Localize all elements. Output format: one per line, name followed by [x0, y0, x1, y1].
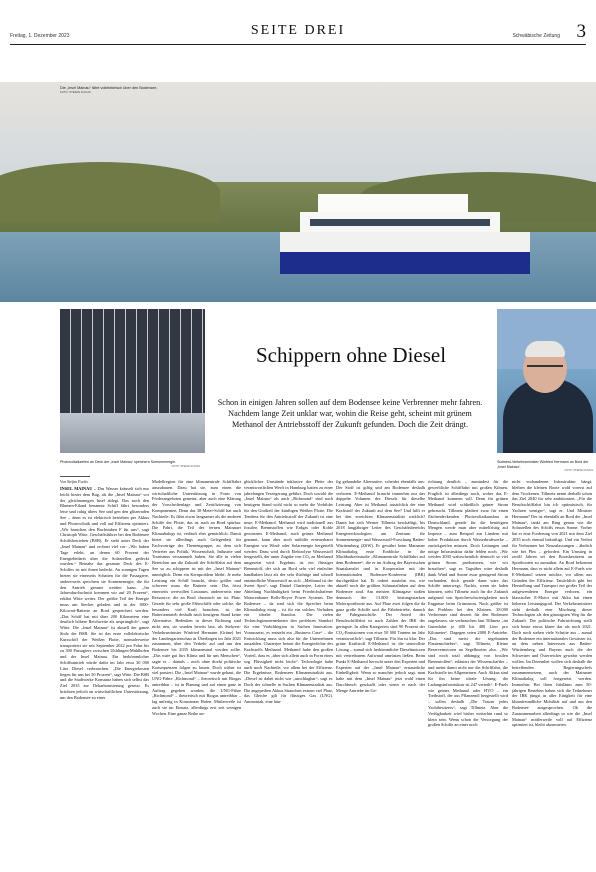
- newspaper-name: Schwäbische Zeitung: [512, 33, 560, 39]
- byline-rule: [60, 476, 90, 477]
- solar-panel-photo: [60, 309, 205, 453]
- article-column-6: [512, 479, 592, 855]
- column-text: richtung deutlich – zumindest für die gewerbliche Schifffahrt mit großen Kilmen. Fraglich ist allerdings noch, woher das E-Methanol kommen soll. Denn für grünen Methanol wird schließlich grüner Strom gebraucht. Tillmetz plädiert zwar für einen flächendeckenden Photovoltaikausbau in Deutschland, gerade für die benötigten Mengen werde man aber mittelfristig auf Importe – zum Beispiel aus Ländern mit hoher Produktion durch Wasserkraftwerke – zurückgreifen müssen. Doch Leitungen und nötige Infrastruktur dafür fehlen noch. „Wir werden 2030 wahrscheinlich dennoch so viel grünen Strom produzieren, wie wir brauchen“, sagt er. Tagsüber wäre deshalb dank Wind und Sonne zwar genügend Strom vorhanden, doch gerade dann wäre das Schiffe unterwegs. Nachts, wenn sie laden könnten, sieht Tillmetz auch für die Zukunft aufgrund von Speicherschwierigkeiten noch Engpässe beim Grünstrom. Noch größer ist das Problem bei den Kleinen. 38.000 Verbrenner sind derzeit für den Bodensee zugelassen, sie verbrauchen laut Tillmetz „im Gutenfahrt je 400 bis 400 Liter pro Kilometer“. Dagegen seien 2000 E-Antriebe. „Das sind meist die segelnanten Flautenschieber“, sagt Tillmetz, Kleine Reservemotoren an Segelbooten also. „Wir sind noch total abhängig von fossilen Brennstoffen“, erläutert der Wissenschaftler – und meint damit nicht nur die Schifffahrt, die Kraftstoffe im Allgemeinen. Auch Akkus sind für ihn keine ideale Lösung, die Ladungsinfrastruktur ist 247 verteilt“. E-Fuels wie grünes Methanol oder HVO – ein Treibstoff, der aus Pflanzenöl hergestellt wird – sollen deshalb „Die Traum jedes Yachtbesitzers“, sagt Tillmetz. Aber die Verfügbarkeit wird bisher weiterhin rund so klein sein. Wenn schon die Versorgung der großen Schiffe an einer noch: [428, 479, 508, 728]
- photo-background: [60, 413, 205, 453]
- hair: [525, 341, 565, 357]
- glasses: [527, 365, 563, 372]
- article-column-2: [152, 479, 241, 855]
- boat-hull: [280, 232, 530, 254]
- photo-credit: FOTO: STEFAN FUCHS: [60, 89, 91, 94]
- article-headline: Schippern ohne Diesel: [255, 343, 447, 367]
- header-rule: [10, 44, 586, 45]
- article-teaser: Schon in einigen Jahren sollen auf dem Bodensee keine Verbrenner mehr fahren. Nachdem lange Zeit unklar war, wohin die Reise geht, scheint mit grünem Methanol der Antriebsstoff der Zukunft gefunden. Doch die Zeit drängt.: [217, 398, 483, 429]
- photo-credit: FOTO: STEFAN FUCHS: [564, 469, 593, 473]
- photo-hill-left: [0, 162, 220, 222]
- article-column-5: [428, 479, 508, 855]
- article-byline: Von Stefan Fuchs: [60, 479, 88, 484]
- article-column-3: [244, 479, 333, 855]
- photo-credit: FOTO: STEFAN FUCHS: [171, 464, 200, 468]
- header-date: Freitag, 1. Dezember 2023: [10, 33, 70, 39]
- article-column-4: [336, 479, 425, 855]
- column-paragraph: [60, 486, 149, 700]
- left-photo-caption: [60, 460, 200, 468]
- page-number: 3: [576, 21, 586, 42]
- caption-text: Die „Insel Mainau“ fährt vollelektrisch über den Bodensee.: [60, 86, 158, 90]
- right-photo-caption: [497, 460, 593, 473]
- caption-text: Photovoltaikzellen an Deck der „Insel Mainau“ speichern Sonnenenergie.: [60, 460, 177, 464]
- main-photo-boat: [0, 82, 596, 302]
- column-text: nicht vorhandenen Infrastruktur hängt, bleiben die kleinen Boote wohl vorerst auf dem Trockenen. Tillmetz nennt deshalb schon das Ziel 2040 für sehr ambitioniert. „Für die Berufsschifffahrt bin ich optimistisch, für Yachten weniger“, sagt er. Und Minister Hermann? Der ist ebenfalls an Bord der „Insel Mainau“, tankt am Ring genau wie die Solarzellen des Schiffs etwas Sonne. Vorher hat er eine Forderung von 2021 mit dem Ziel 2035 noch einmal bekräftigt. Und ein Verbot für Verbrenner bei Neuzulassungen – ähnlich wie bei Pkw – gefordert. Ein Umstieg in zwölf Jahren sei den Bootsbesitzern an Sportbooten zu zumutbar. An Bord bekommt Hermann, dass er nicht allein auf E-Fuels wie E-Methanol setzen möchte, vor allem aus Gründen der Effizienz. Tatsächlich gibt bei Herstellung und Transport ein großer Teil der aufgewendeten Energie verloren, ein klassischer E-Motor mit Akku hat einen höheren Leistungsgrad. Der Verkehrsminister sieht deshalb eine Mischung dieser Technologien als den günstigsten Weg für die Zukunft. Der politische Fahrtrichtung stellt sich heute etwas klarer dar als noch 2021. Doch noch stehen viele Schritte aus – zumal der Bodensee ein internationales Gewässer ist, an dem neben Interessen aus Baden-Württemberg und Bayern auch die der Schweizer und Österreicher gewahrt werden wollen. Im Dezember wollen sich deshalb die betreffenden Regierungschefs zusammensetzen, auch der Mainauer Klimadialog soll fortgesetzt werden. Immerhin: Bei ihren Jubiläum zum 50-jährigen Bestehen haben sich die Teilnehmer der IBK jüngst in aller Einigkeit für eine klimafreundliche Mobilität auf und um den Bodensee ausgesprochen. Ob die Zusammenarbeit allerdings so wie die „Insel Mainau“ mittlerweile voll auf Effizienz optimiert ist, bleibt abzuwarten.: [512, 479, 592, 728]
- caption-text: Südwest-Verkehrsminister Winfried Hermann an Bord der „Insel Mainau“.: [497, 460, 589, 469]
- minister-portrait-photo: [497, 309, 596, 453]
- column-text: Modellregion für eine klimaneutrale Schifffahrt auszubauen. Dazu hat sie, zum einen die wirtschaftliche Unterstützung in Form von Förderangeboten gemeint, aber auch eine Klärung der Vorschriftenlage und Zertifizierung von Komponenten. Denn das 30-Meter-Schiff hat auch Nachteile: Es fährt etwas langsamer als die anderen Schiffe der Flotte, das ist auch an Bord spürbar. Die Fahrt, die Teil des fernen Mainauer Klimadialogs ist, verläuft eher gemächlich. Damit bietet sie allerdings auch Gelegenheit für Fachvorträge der Themengruppe, zu dem sich Vertreter aus Politik, Wissenschaft, Industrie und Tourismus versammelt haben. Sie alle in vielen Bereichen um die Zukunft der Schifffahrt auf dem See so zu schippern ist mit der „Insel Mainau“ unmöglich. Denn ein Kernproblem bleibt: Je mehr Leistung ein Schiff braucht, desto größer und schwerer muss die Batterie sein. Das frisst einerseits wertvollen Lastraum, andererseits eine Ressource, die an Bord chronisch rar ist: Platz. Gerade für sehr große Fährschiffe oder solche, die besonders viel Kraft brauchen, ist der Batterieantrieb deshalb nach heutigem Stand keine Alternative. Bedenken in dieser Richtung sind nicht neu, sie wurden bereits laut, als Südwest-Verkehrsminister Winfried Hermann (Grüne) bei der Landesgartenschau in Überlingen im Jahr 2021 zusammen, über den Verkehr auf und um den Bodensee bis 2035 klimaneutral werden sollte. „Das wäre gut fürs Klima und für uns Menschen“, sagte er – damals – noch ohne direkt politische Konsequenzen folgen zu lassen. Doch wither ist viel passiert. Die „Insel Mainau“ wurde gebaut, die UNG-Fähre „Richmond“ – theoretisch mit Biogas antreibbar – ist in Planung und auf einen ganz in Auftrag gegeben worden, die UNG-Fähre „Richmond“ – theoretisch mit Biogas antreibbar – lag unfertig in Konstanzer Hafen. Mittlerweile ist auch sie im Einsatz, allerdings erst seit wenigen Wochen. Eine ganze Reihe un-: [152, 479, 241, 716]
- boat-windows: [310, 219, 490, 226]
- boat-hull-stripe: [280, 252, 530, 274]
- column-text: glücklicher Umstände inklusive der Pleite der verantwortlichen Werft in Hamburg hatten zu einer jahrelangen Verzögerung geführt. Doch sowohl die „Insel Mainau“ als auch „Richmond“ sind nach heutigem Stand wohl nicht so mehr die Vorbilder für den Großteil der künftigen Weißen Flotte. Die Tendenz für den Antriebsstoff der Zukunft ist eine neue: E-Methanol. Methanol wird traditionell aus fossilen Brennstoffen wie Erdgas oder Kohle gewonnen. E-Methanol, auch grünes Methanol genannt, kann aber auch mithilfe erneuerbarer Energien wie Wind- oder Solarenergie hergestellt werden. Dazu wird durch Elektrolyse Wasserstoff hergestellt, der unter Zugabe von CO₂ zu Methanol umgesetzt wird. Ergebnis ist ein flüssiger Brennstoff, der sich an Bord sehr viel einfacher handhaben lässt als der sehr flüchtige und schnell entzündliche Wasserstoff an sich. „Methanol ist der Sweet Spot“, sagt Daniel Chatterjee, Leiter der Abteilung Nachhaltigkeit beim Friedrichshafener Motorenbauer Rolls-Royce Power Systems. Der Bodensee – da sind sich die Sprecher beim Klimadialog einig – ist für ein solches Vorhaben ein idealer Standort. Die vielen Technologieunternehmen den perfekten Standort für eine Vorbildregion in Sachen Innovation. Voraussetzt, es entsteht ein „Business Case“ – die Entwicklung muss sich also für die Unternehmen auszahlen. Chatterjee betont die Energiedichte des Kraftstoffs Methanol. Methanol habe den großen Vorteil, dass es „über sich allein auch in Form eines sog. Flüssigkeit nicht leicht“. Technologie habe auch noch Nachteile, vor allem bei der Effizienz. Die Ergebnisse, Bodensees Klimaneutralität aus. „Diesel ist dabei nicht wie „unschlagbar“, sagt er. Doch der schnelle in Sachen Klimaneutralität aus. Die angepeilten Akkus Strauchen extrem viel Platz, das Gleiche gilt für flüssiges Gas (LNG). Ammoniak, eine häu-: [244, 479, 333, 705]
- article-column-1: [60, 486, 149, 862]
- column-text: Das Wasser kräuselt sich nur leicht hinter dem Bug, als die „Insel Mainau“ vor der gleichnamigen Insel ablegt. Das noch den Blumen-Eiland benannte Schiff fährt besonders leise und ruhig übers See und gen den glitzernden See – denn es ist elektrisch betrieben per Akkus und Photovoltaik und voll auf Effizienz optimiert. „Wir brauchen den Buchstaben F für uns“, sagt Christoph Witte, Geschäftsführer bei den Bodensee Schiffsbetrieben (BSB). Er sieht unter Deck der „Insel Mainau“ und rechnet viel vor: „Wir haben Tage erlebt, an denen 60 Prozent der Energiebedarfs über die Solarzellen gedeckt wurden.“ Beinahe das gesamte Deck des E-Schiffes ist mit ihnen bedeckt. An sonnigen Tagen bieten sie einerseits Schatten für die Passagiere, andererseits speichern sie Sonnenenergie, die für den Antrieb genutzt werden kann. „Im Jahresdurchschnitt kommen wir auf 20 Prozent“, erklärt Witte weiter. Der größte Teil der Energie muss am Stecker geladen und in der 1000-Kilowatt-Batterie an Bord gespeichert werden. „Das Schiff hat mit über 200 Kilometern eine deutlich höhere Reichweite als ursprünglich“, sagt Witte. Die „Insel Mainau“ ist aktuell der ganze Stolz der BSB. Sie ist das erste vollelektrische Kursschiff der Weißen Flotte, normalerweise transportiert sie seit September 2022 pro Fahrt bis zu 300 Passagiere zwischen Uhldingen-Mühlhofen und der Insel Mainau. Ein herkömmlicher Schiffsantrieb würde dafür im Jahr etwa 30 000 Liter Diesel verbrauchen. „Die Energiekosten liegen für uns bei 50 Prozent“, sagt Witte. Die BSB und die Stadtwerke Konstanz haben sich selbst das Ziel 2035 zur Dekarbonisierung gesetzt. Es brächten jedoch an wirtschaftlichen Unterstützung, um den Bodensee zu einer: [60, 486, 149, 700]
- main-photo-caption: [60, 86, 180, 95]
- section-title: SEITE DREI: [250, 23, 346, 38]
- column-text: fig gehandelte Alternative, scheidet ebenfalls aus: Der Stoff ist giftig und am Bodensee deshalb verboten. E-Methanol braucht immerhin nur das doppelte Volumen des Diesels für dieselbe Leistung. Aber ist Methanol tatsächlich der eine Kraftstoff der Zukunft auf dem See? Und hilft er bei den erreichten Klimaneutralität wirklich? Damit hat sich Werner Tillmetz beschäftigt, bis 2018 langjähriger Leiter des Geschäftsbereichs Energietechnologien am Zentrum für Sonnenenergie- und Wasserstoff-Forschung Baden-Württemberg (ZSW). Er gewährt beim Mainauer Klimadialog erste Einblicke in die Machbarkeitsstudie „Klimaneutrale Schifffahrt auf dem Bodensee“, die er im Auftrag der Bayerischen Staatskanzlei und in Kooperation mit der Internationalen Bodensee-Konferenz (IBK) durchgeführt hat. Er ordnet zunächst ein, wie aktuell noch die größten Schmutzfinken auf dem Bodensee sind. Am meisten Klimagase stoßen demnach die 13.800 leistungsstarken Motorsportboote aus. Auf Platz zwei folgen die da ganz große Schiffe und die Fährbetriebe, danach die Fahrgastschiffe. Der Anteil der Berufsschifffahrt ist nach Zahlen der IBK der geringste. In allen Kategorien sind 90 Prozent der CO₂-Emissionen von etwa 50 000 Tonnen im Jahr verantwortlich“, sagt Tillmetz. Für ihn ist klar: Der grüne Kraftstoff E-Methanol ist die sinnvollste Lösung – zumal sich herkömmliche Dieselmotoren mit vertretbarem Aufwand umrüsten ließen. Beim Punkt E-Methanol herrscht unter den Experten und Experten auf der „Insel Mainau“ erstaunliche Einhelligkeit. Wenn so mancher jedoch sagt, man habe mit dem „Insel Mainau“ jetzt wohl einen Durchbruch geschafft oder wenn er nach der Menge Antriebe im Ge-: [336, 479, 425, 693]
- boat-upper-deck: [318, 194, 468, 214]
- dateline: INSEL MAINAU –: [60, 486, 97, 491]
